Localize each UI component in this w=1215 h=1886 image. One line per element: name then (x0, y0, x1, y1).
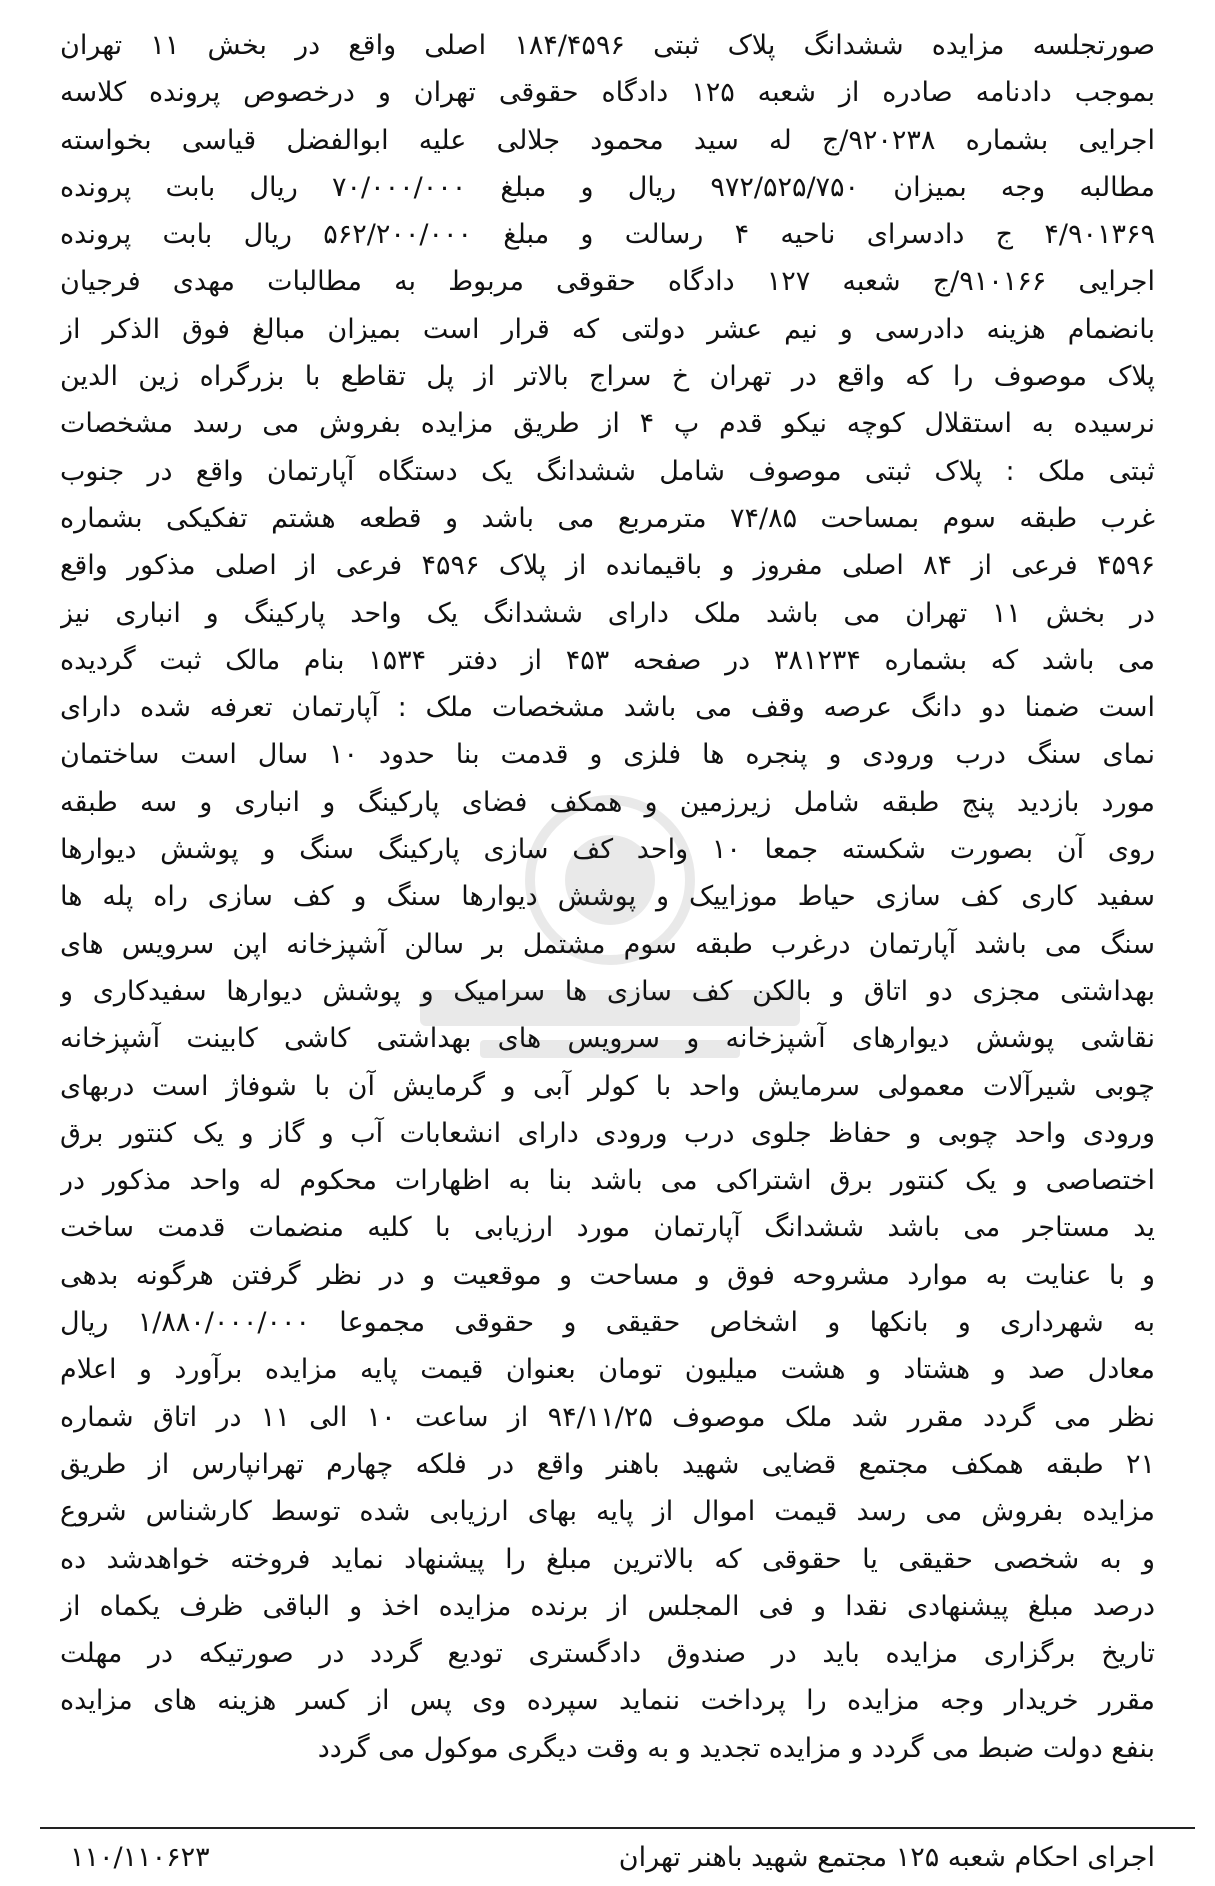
text-line: روی آن بصورت شکسته جمعا ۱۰ واحد کف سازی پارکینگ سنگ و پوشش دیوارها (60, 834, 1155, 866)
text-line: ۴/۹۰۱۳۶۹ ج دادسرای ناحیه ۴ رسالت و مبلغ ۵۶۲/۲۰۰/۰۰۰ ریال بابت پرونده (60, 219, 1155, 251)
text-line: مزایده بفروش می رسد قیمت اموال از پایه بهای ارزیابی شده توسط کارشناس شروع (60, 1496, 1155, 1528)
footer-divider (40, 1827, 1195, 1829)
text-line: بهداشتی مجزی دو اتاق و بالکن کف سازی ها سرامیک و پوشش دیوارها سفیدکاری و (60, 975, 1155, 1007)
text-line: ید مستاجر می باشد ششدانگ آپارتمان مورد ارزیابی با کلیه منضمات قدمت ساخت (60, 1212, 1155, 1244)
text-line: چوبی شیرآلات معمولی سرمایش واحد با کولر آبی و گرمایش آن با شوفاژ است دربهای (60, 1070, 1155, 1102)
text-line: غرب طبقه سوم بمساحت ۷۴/۸۵ مترمربع می باشد و قطعه هشتم تفکیکی بشماره (60, 502, 1155, 534)
text-line: ثبتی ملک : پلاک ثبتی موصوف شامل ششدانگ یک دستگاه آپارتمان واقع در جنوب (60, 455, 1155, 487)
text-line: بموجب دادنامه صادره از شعبه ۱۲۵ دادگاه حقوقی تهران و درخصوص پرونده کلاسه (60, 77, 1155, 109)
text-line: بنفع دولت ضبط می گردد و مزایده تجدید و به وقت دیگری موکول می گردد (317, 1732, 1155, 1764)
text-line: صورتجلسه مزایده ششدانگ پلاک ثبتی ۱۸۴/۴۵۹۶ اصلی واقع در بخش ۱۱ تهران (60, 30, 1155, 61)
issuing-authority: اجرای احکام شعبه ۱۲۵ مجتمع شهید باهنر تهران (618, 1842, 1155, 1873)
text-line: و با عنایت به موارد مشروحه فوق و مساحت و موقعیت و در نظر گرفتن هرگونه بدهی (60, 1259, 1155, 1291)
text-line: معادل صد و هشتاد و هشت میلیون تومان بعنوان قیمت پایه مزایده برآورد و اعلام (60, 1354, 1155, 1386)
text-line: تاریخ برگزاری مزایده باید در صندوق دادگستری تودیع گردد در صورتیکه در مهلت (60, 1638, 1155, 1670)
text-line: مطالبه وجه بمیزان ۹۷۲/۵۲۵/۷۵۰ ریال و مبلغ ۷۰/۰۰۰/۰۰۰ ریال بابت پرونده (60, 171, 1155, 203)
text-line: مقرر خریدار وجه مزایده را پرداخت ننماید سپرده وی پس از کسر هزینه های مزایده (60, 1685, 1155, 1717)
text-line: پلاک موصوف را که واقع در تهران خ سراج بالاتر از پل تقاطع با بزرگراه زین الدین (60, 361, 1155, 393)
text-line: ۴۵۹۶ فرعی از ۸۴ اصلی مفروز و باقیمانده از پلاک ۴۵۹۶ فرعی از اصلی مذکور واقع (60, 550, 1155, 582)
reference-number: ۱۱۰/۱۱۰۶۲۳ (70, 1842, 210, 1873)
text-line: ۲۱ طبقه همکف مجتمع قضایی شهید باهنر واقع در فلکه چهارم تهرانپارس از طریق (60, 1448, 1155, 1480)
text-line: سنگ می باشد آپارتمان درغرب طبقه سوم مشتمل بر سالن آشپزخانه اپن سرویس های (60, 928, 1155, 960)
text-line: مورد بازدید پنج طبقه شامل زیرزمین و همکف فضای پارکینگ و انباری و سه طبقه (60, 786, 1155, 818)
auction-minutes-text (0, 22, 1215, 1772)
text-line: اجرایی ۹۱۰۱۶۶/ج شعبه ۱۲۷ دادگاه حقوقی مربوط به مطالبات مهدی فرجیان (60, 266, 1155, 298)
text-line: نمای سنگ درب ورودی و پنجره ها فلزی و قدمت بنا حدود ۱۰ سال است ساختمان (60, 739, 1155, 771)
text-line: و به شخصی حقیقی یا حقوقی که بالاترین مبلغ را پیشنهاد نماید فروخته خواهدشد ده (60, 1543, 1155, 1575)
text-line: اختصاصی و یک کنتور برق اشتراکی می باشد بنا به اظهارات محکوم له واحد مذکور در (60, 1165, 1155, 1197)
text-line: نقاشی پوشش دیوارهای آشپزخانه و سرویس های بهداشتی کاشی کابینت آشپزخانه (60, 1023, 1155, 1055)
text-line: می باشد که بشماره ۳۸۱۲۳۴ در صفحه ۴۵۳ از دفتر ۱۵۳۴ بنام مالک ثبت گردیده (60, 644, 1155, 676)
text-line: درصد مبلغ پیشنهادی نقدا و فی المجلس از برنده مزایده اخذ و الباقی ظرف یکماه از (60, 1590, 1155, 1622)
text-line: بانضمام هزینه دادرسی و نیم عشر دولتی که قرار است بمیزان مبالغ فوق الذکر از (60, 313, 1155, 345)
text-line: نرسیده به استقلال کوچه نیکو قدم پ ۴ از طریق مزایده بفروش می رسد مشخصات (60, 408, 1155, 440)
text-line: ورودی واحد چوبی و حفاظ جلوی درب ورودی دارای انشعابات آب و گاز و یک کنتور برق (60, 1117, 1155, 1149)
text-line: سفید کاری کف سازی حیاط موزاییک و پوشش دیوارها سنگ و کف سازی راه پله ها (60, 881, 1155, 913)
text-line: در بخش ۱۱ تهران می باشد ملک دارای ششدانگ یک واحد پارکینگ و انباری نیز (60, 597, 1155, 629)
text-line: به شهرداری و بانکها و اشخاص حقیقی و حقوقی مجموعا ۱/۸۸۰/۰۰۰/۰۰۰ ریال (60, 1307, 1155, 1339)
footer (40, 1836, 1155, 1880)
text-line: اجرایی بشماره ۹۲۰۲۳۸/ج له سید محمود جلالی علیه ابوالفضل قیاسی بخواسته (60, 124, 1155, 156)
text-line: است ضمنا دو دانگ عرصه وقف می باشد مشخصات ملک : آپارتمان تعرفه شده دارای (60, 692, 1155, 724)
text-line: نظر می گردد مقرر شد ملک موصوف ۹۴/۱۱/۲۵ از ساعت ۱۰ الی ۱۱ در اتاق شماره (60, 1401, 1155, 1433)
